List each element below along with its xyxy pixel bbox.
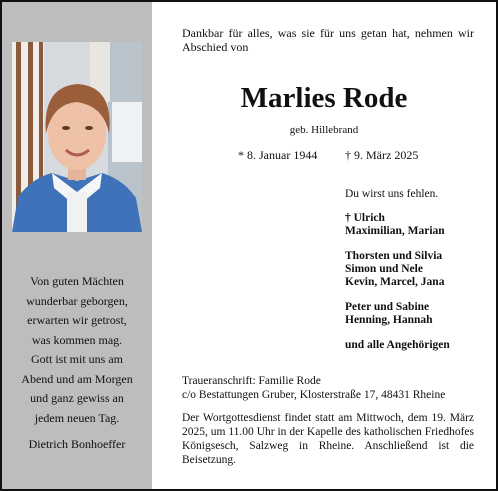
mourner-line: Maximilian, Marian	[345, 225, 445, 237]
deceased-name: Marlies Rode	[240, 82, 408, 114]
mourner-group	[345, 301, 485, 327]
intro-text: Dankbar für alles, was sie für uns getan hat, nehmen wir Abschied von	[182, 26, 474, 54]
farewell-line: Du wirst uns fehlen.	[345, 188, 439, 200]
mourner-line: Thorsten und Silvia	[345, 250, 443, 262]
poem-line: was kommen mag.	[31, 332, 123, 347]
mourner-line: Henning, Hannah	[345, 314, 433, 326]
poem-author: Dietrich Bonhoeffer	[28, 437, 126, 451]
death-date: † 9. März 2025	[345, 148, 419, 162]
service-info: Der Wortgottesdienst findet statt am Mittwoch, dem 19. März 2025, um 11.00 Uhr in der Kapelle des katholischen Friedhofes Königsesch, Salzweg in Rheine. Anschließend ist die Beisetzung.	[182, 412, 474, 466]
mourner-line: Peter und Sabine	[345, 301, 430, 313]
left-sidebar	[2, 2, 152, 489]
mourner-group	[345, 212, 485, 238]
birth-name: geb. Hillebrand	[289, 124, 359, 136]
mourner-line: Simon und Nele	[345, 263, 423, 275]
poem	[2, 272, 152, 455]
mourner-line: und alle Angehörigen	[345, 339, 450, 351]
poem-line: und ganz gewiss an	[30, 391, 124, 405]
mourner-line: † Ulrich	[345, 212, 385, 224]
poem-line: Abend und am Morgen	[21, 371, 133, 386]
mourner-group	[345, 250, 485, 289]
mourning-address	[182, 374, 482, 402]
poem-line: jedem neuen Tag.	[34, 410, 120, 425]
mourners-list	[345, 188, 485, 364]
poem-line: wunderbar geborgen,	[26, 293, 128, 308]
poem-line: erwarten wir getrost,	[27, 313, 127, 327]
address-line: c/o Bestattungen Gruber, Klosterstraße 17, 48431 Rheine	[182, 389, 446, 401]
address-line: Traueranschrift: Familie Rode	[182, 375, 321, 387]
portrait-photo	[12, 42, 142, 232]
birth-date: * 8. Januar 1944	[238, 148, 318, 162]
mourner-line: Kevin, Marcel, Jana	[345, 276, 445, 288]
poem-line: Gott ist mit uns am	[30, 352, 123, 366]
poem-line: Von guten Mächten	[30, 274, 124, 288]
main-content	[152, 2, 496, 489]
mourner-group	[345, 339, 485, 352]
